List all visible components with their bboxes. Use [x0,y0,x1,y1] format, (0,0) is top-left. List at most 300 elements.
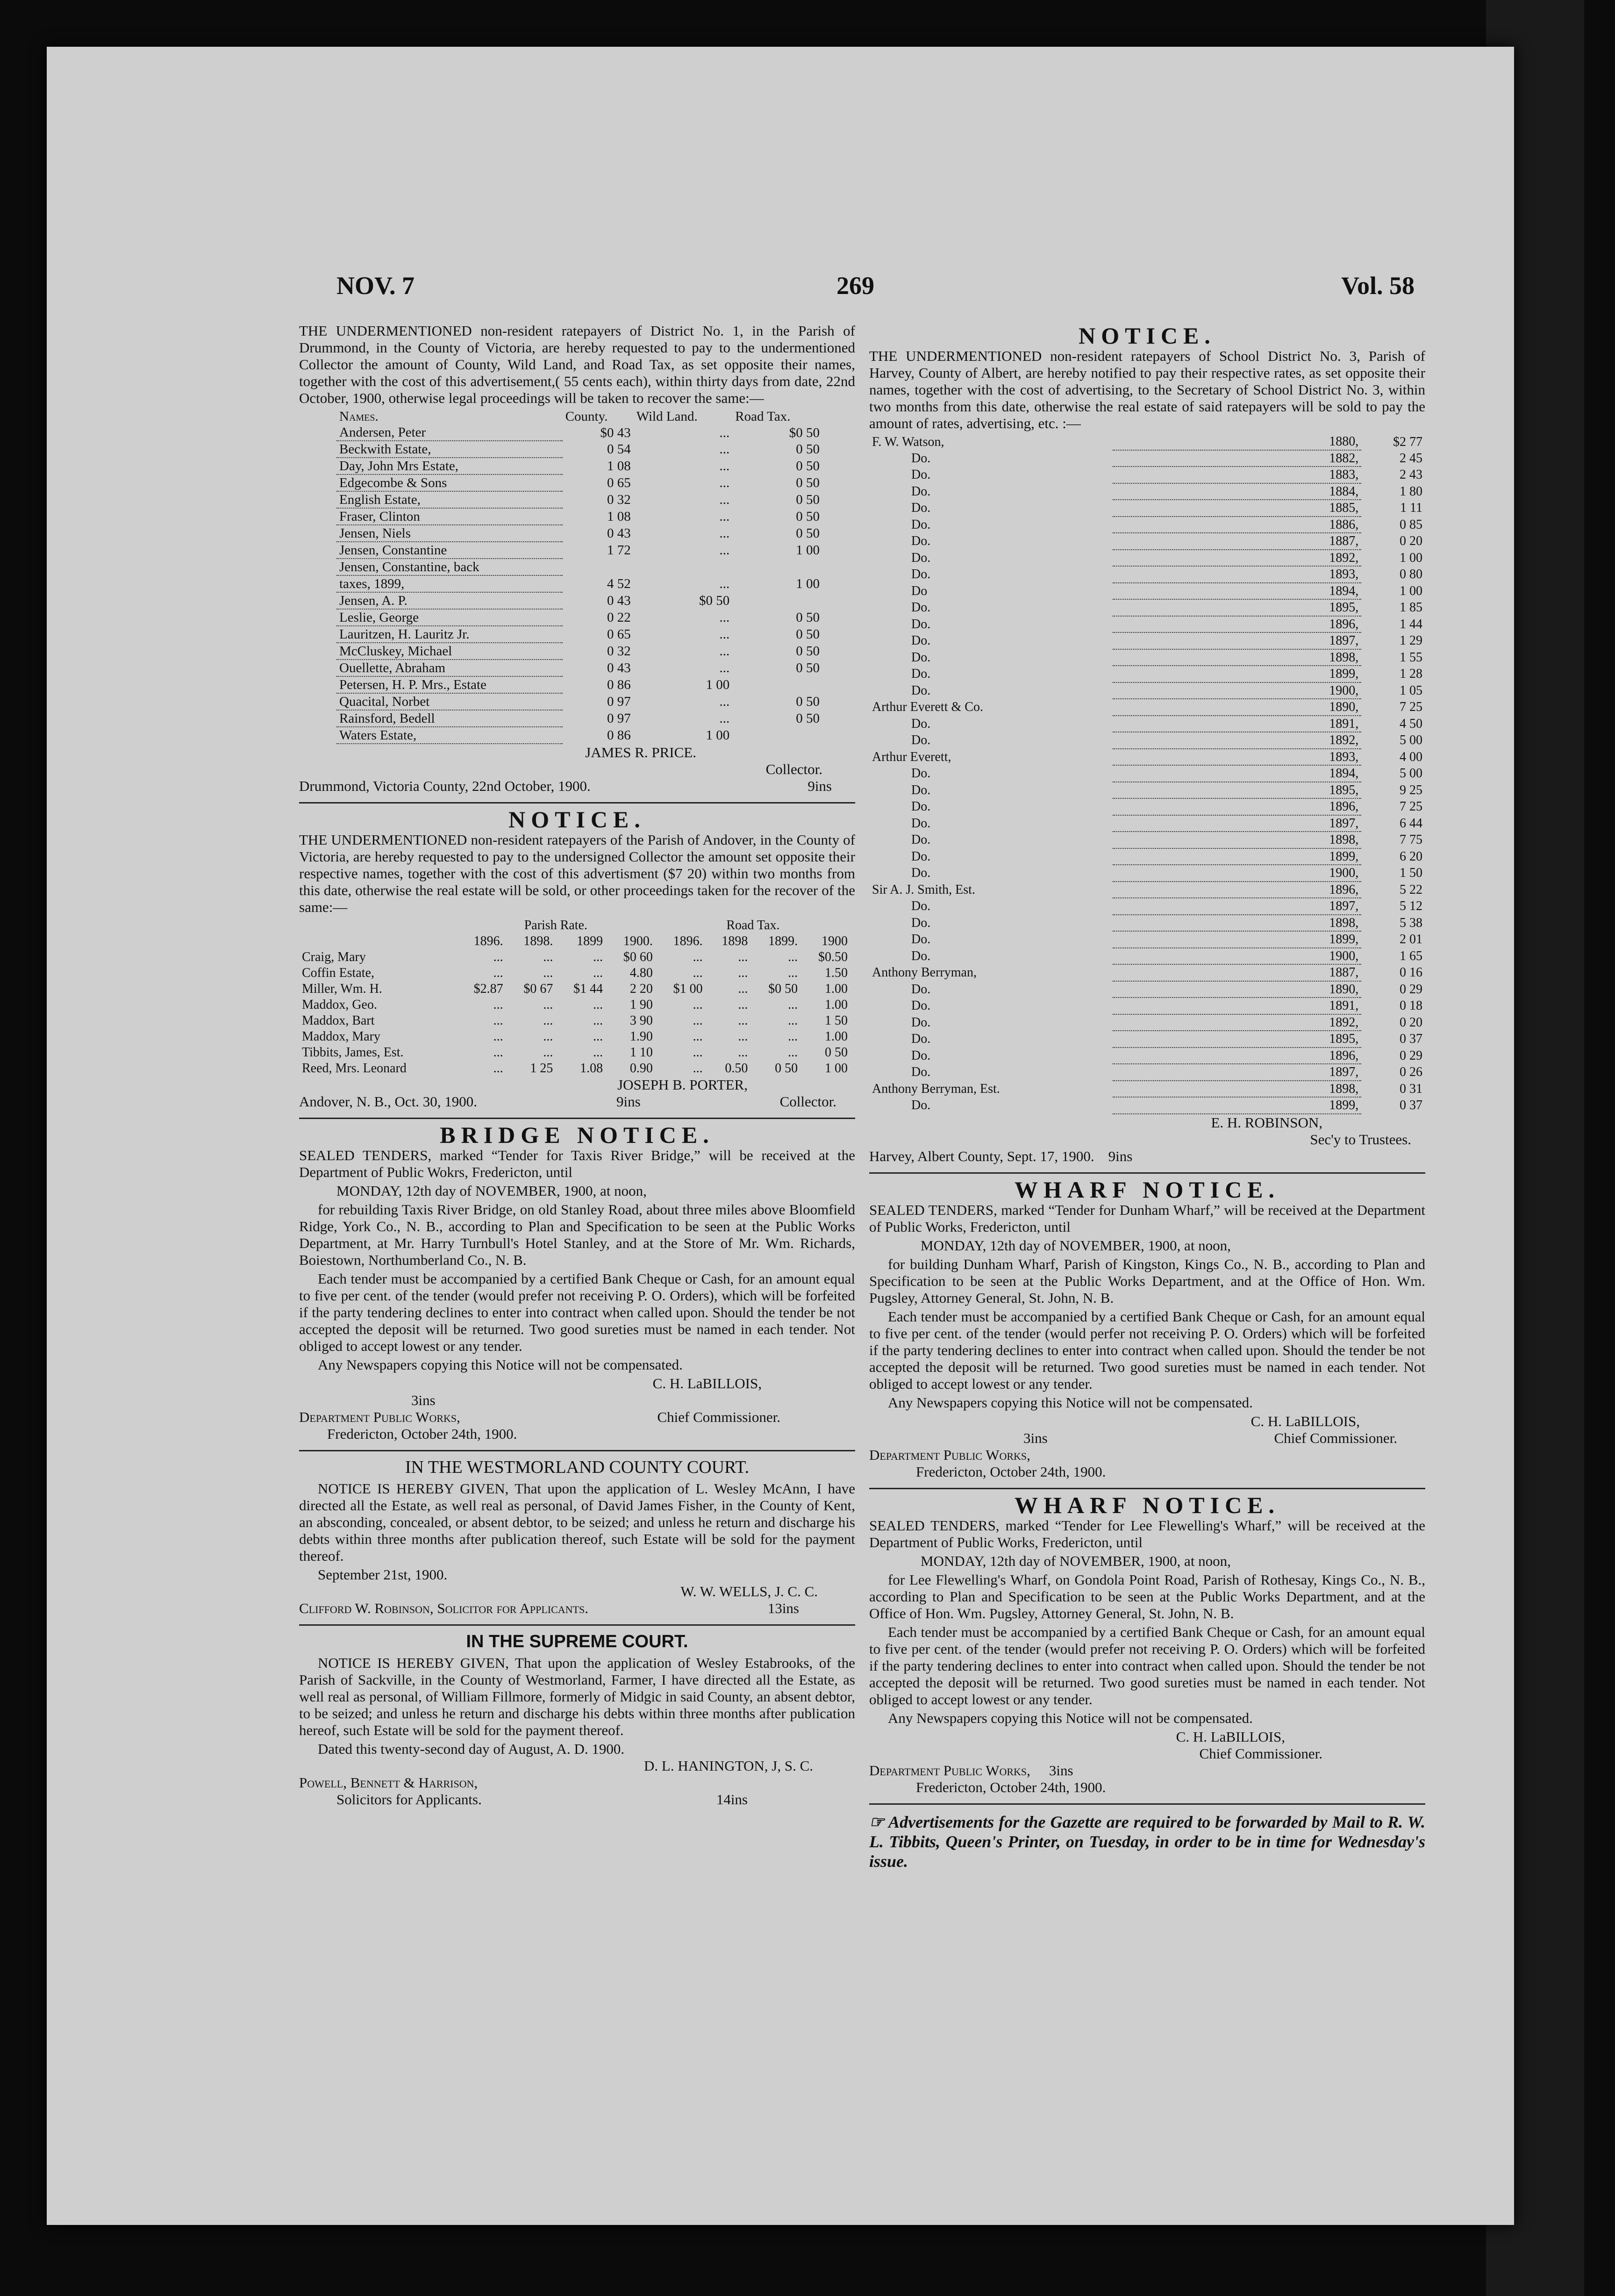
table-cell: $1 00 [673,982,703,996]
lee-footer: Fredericton, October 24th, 1900. [916,1779,1106,1795]
col-header: Wild Land. [636,409,698,424]
table-cell: 1896. [473,934,503,948]
table-cell: 1900 [822,934,848,948]
table-cell: $0 43 [600,425,631,440]
table-cell: 0 50 [796,660,820,675]
table-row [336,542,822,559]
table-cell: Jensen, Constantine [336,542,563,559]
table-cell: 1894, [1113,765,1361,782]
table-cell: Anthony Berryman, [872,965,977,980]
table-cell: 1896, [1113,616,1361,633]
lee-p4: Any Newspapers copying this Notice will not be compensated. [888,1709,1253,1726]
table-cell: ... [593,1029,603,1044]
table-cell: 0 65 [607,627,631,642]
supreme-ins: 14ins [716,1791,748,1808]
table-cell: ... [719,492,730,507]
table-cell: Jensen, A. P. [336,592,563,609]
parish-rate-header: Parish Rate. [524,918,587,933]
volume: Vol. 58 [1341,272,1415,300]
table-cell: Do. [911,534,931,548]
table-cell: Do. [911,733,931,747]
table-cell: Do. [911,451,931,466]
drummond-role: Collector. [765,761,822,777]
dunham-dept: Department Public Works, [869,1446,1030,1463]
table-cell: 0 22 [607,610,631,625]
drummond-table [336,409,822,744]
table-row [869,682,1425,699]
lee-role: Chief Commissioner. [1199,1745,1322,1762]
table-cell: ... [493,1061,503,1076]
table-cell: 1895, [1113,599,1361,616]
table-row [869,798,1425,815]
table-cell: 1887, [1113,964,1361,981]
table-cell: 1 50 [1400,866,1422,880]
table-cell: Leslie, George [336,609,563,626]
table-cell: ... [788,950,798,964]
table-cell: 1.90 [629,1029,653,1044]
drummond-footer-row [299,778,855,795]
table-row [869,1031,1425,1048]
table-row [336,727,822,744]
table-cell: 7 75 [1400,832,1422,847]
table-cell: 1 00 [796,576,820,591]
table-row [869,782,1425,799]
table-cell: Lauritzen, H. Lauritz Jr. [336,626,563,643]
table-cell: 1 08 [607,459,631,474]
table-cell: 1892, [1113,550,1361,567]
andover-ins: 9ins [616,1093,641,1110]
table-cell: 0 50 [796,509,820,524]
table-cell: 1 29 [1400,633,1422,648]
table-cell: Do. [911,1048,931,1063]
table-cell: Do. [911,550,931,565]
table-cell: 1900, [1113,948,1361,965]
table-row [869,948,1425,965]
table-row [869,566,1425,583]
table-cell: 5 00 [1400,766,1422,781]
table-cell: 1893, [1113,566,1361,583]
table-cell: $0 50 [789,425,820,440]
divider [869,1488,1425,1489]
table-row [336,609,822,626]
dunham-signer: C. H. LaBILLOIS, [1251,1413,1360,1429]
table-row [336,458,822,474]
andover-footer-row [299,1093,855,1110]
table-row [299,1029,850,1045]
table-cell: 0 50 [796,459,820,474]
table-row [869,882,1425,898]
table-cell: 0 43 [607,660,631,675]
andover-signer: JOSEPH B. PORTER, [617,1076,748,1093]
table-cell [563,559,634,575]
supreme-date: Dated this twenty-second day of August, A. D. 1900. [318,1741,625,1757]
table-row [299,949,850,965]
table-cell: 1 00 [706,728,730,743]
table-row [336,441,822,458]
table-row [299,933,850,949]
supreme-title: IN THE SUPREME COURT. [466,1632,688,1651]
table-cell: ... [719,459,730,474]
table-cell: 5 00 [1400,733,1422,747]
table-cell: 1 44 [1400,617,1422,631]
bridge-date: MONDAY, 12th day of NOVEMBER, 1900, at noon, [336,1183,647,1199]
dunham-ins: 3ins [1023,1429,1048,1446]
table-cell: ... [493,1029,503,1044]
table-cell: 1890, [1113,981,1361,998]
table-row [869,583,1425,600]
table-row [336,693,822,710]
table-cell: $1 44 [573,982,603,996]
table-cell: 1885, [1113,500,1361,517]
table-row [869,815,1425,832]
table-cell: English Estate, [336,491,563,508]
table-cell: ... [719,694,730,709]
table-cell: 0 50 [796,442,820,457]
westmorland-signer: W. W. WELLS, J. C. C. [680,1583,818,1600]
table-cell: 6 44 [1400,816,1422,831]
table-cell: Do. [911,899,931,913]
table-cell: ... [738,1045,748,1060]
table-cell [732,592,822,609]
table-cell: 4.80 [629,966,653,980]
bridge-ins: 3ins [411,1392,436,1408]
table-cell: Maddox, Geo. [302,997,377,1012]
table-cell: ... [719,543,730,558]
table-cell: ... [543,997,553,1012]
table-cell: 1882, [1113,450,1361,467]
table-cell: 1893, [1113,749,1361,766]
table-cell: $0 60 [623,950,653,964]
table-cell: 1 55 [1400,650,1422,665]
harvey-intro: THE UNDERMENTIONED non-resident ratepayers of School District No. 3, Parish of Harvey, County of Albert, are hereby notified to pay their respective rates, as set opposite their names, together with the cost of advertising, to the Secretary of School District No. 3, within two months from this date, otherwise the real estate of said ratepayers will be sold to pay the amount of rates, advertising, etc. :— [869,348,1425,431]
bridge-title: BRIDGE NOTICE. [440,1122,715,1148]
table-cell: ... [493,950,503,964]
table-cell: Do. [911,766,931,781]
table-row [299,1045,850,1061]
table-cell: 1898, [1113,649,1361,666]
table-cell: 0 18 [1400,998,1422,1013]
table-cell: 0.50 [725,1061,748,1076]
table-cell: McCluskey, Michael [336,643,563,660]
table-cell: Do. [911,948,931,963]
table-cell: Do. [911,517,931,532]
table-cell: ... [788,966,798,980]
table-cell: ... [719,526,730,541]
table-cell: 0 50 [825,1045,848,1060]
table-cell: $2.87 [473,982,503,996]
table-cell [732,727,822,744]
table-row [869,483,1425,500]
table-cell: Do. [911,501,931,515]
table-row [869,500,1425,517]
table-cell: 1.00 [825,997,848,1012]
table-cell: 0 50 [796,711,820,726]
table-cell: 1894, [1113,583,1361,600]
supreme-firm: Powell, Bennett & Harrison, [299,1774,478,1791]
table-cell: Do. [911,915,931,930]
table-row [869,1014,1425,1031]
bridge-notice [299,1122,855,1442]
table-cell: ... [719,644,730,659]
table-row [299,1061,850,1076]
table-cell: 0.90 [629,1061,653,1076]
left-column [299,323,855,1808]
table-cell: F. W. Watson, [872,434,944,449]
harvey-table [869,434,1425,1114]
table-cell: ... [493,1013,503,1028]
table-cell: 0 29 [1400,1048,1422,1063]
table-cell: 4 50 [1400,716,1422,731]
table-cell: Do. [911,567,931,581]
table-row [869,716,1425,732]
table-cell: 1.50 [825,966,848,980]
table-cell: 0 37 [1400,1032,1422,1046]
table-cell: 1900, [1113,682,1361,699]
table-cell: 1897, [1113,632,1361,649]
table-cell: 1898, [1113,915,1361,932]
drummond-footer: Drummond, Victoria County, 22nd October, 1900. [299,778,591,794]
andover-footer: Andover, N. B., Oct. 30, 1900. [299,1093,478,1110]
page-number: 269 [836,272,874,300]
col-header: Names. [339,409,379,424]
table-cell: ... [543,1045,553,1060]
table-row [336,626,822,643]
bridge-dept: Department Public Works, [299,1409,460,1425]
table-cell: 0 43 [607,593,631,608]
table-cell: ... [719,509,730,524]
supreme-footer-row [299,1791,855,1808]
table-cell: 5 12 [1400,899,1422,913]
table-cell: 1896. [673,934,703,948]
table-cell: 0 31 [1400,1081,1422,1096]
table-row [869,517,1425,533]
table-cell: 0 20 [1400,1015,1422,1030]
westmorland-solicitor: Clifford W. Robinson, Solicitor for Applicants. [299,1600,589,1616]
dunham-title: WHARF NOTICE. [1014,1176,1280,1203]
table-cell: 1890, [1113,699,1361,716]
table-row [869,1097,1425,1114]
table-cell: ... [738,982,748,996]
harvey-footer: Harvey, Albert County, Sept. 17, 1900. [869,1148,1094,1164]
dunham-ins-row [869,1430,1425,1447]
table-cell: 0 50 [796,644,820,659]
table-cell: Do. [911,1032,931,1046]
page-header [299,271,1421,313]
table-cell: 0 50 [796,475,820,490]
lee-p1: SEALED TENDERS, marked “Tender for Lee Flewelling's Wharf,” will be received at the Department of Public Works, Fredericton, until [869,1517,1425,1550]
bridge-dept-row [299,1409,855,1426]
divider [299,1624,855,1626]
table-cell: Sir A. J. Smith, Est. [872,882,975,897]
harvey-role: Sec'y to Trustees. [1310,1131,1411,1148]
table-cell: 1895, [1113,782,1361,799]
table-cell: Do. [911,832,931,847]
westmorland-notice [299,1459,855,1617]
drummond-signer: JAMES R. PRICE. [585,744,696,761]
table-row [869,434,1425,450]
westmorland-p1: NOTICE IS HEREBY GIVEN, That upon the application of L. Wesley McAnn, I have directed all the Estate, as well real as personal, of David James Fisher, in the County of Kent, an absconding, concealed, or absent debtor, to be seized; and unless he return and discharge his debts within three months after publication thereof, such Estate will be sold for the payment thereof. [299,1480,855,1564]
table-cell: 1898, [1113,832,1361,848]
table-cell: 2 01 [1400,932,1422,947]
table-cell: ... [693,966,703,980]
table-cell: Do [911,583,928,598]
table-cell: 1 80 [1400,484,1422,499]
supreme-p1: NOTICE IS HEREBY GIVEN, That upon the application of Wesley Estabrooks, of the Parish of Sackville, in the County of Westmorland, Farmer, I have directed all the Estate, as well real as personal, of William Fillmore, formerly of Midgic in said County, an absent debtor, to be seized; and unless he return and discharge his debts within three months after publication hereof, such Estate will be sold for the payment thereof. [299,1655,855,1738]
table-cell: Do. [911,849,931,864]
table-cell: 1897, [1113,898,1361,915]
table-cell: 1880, [1113,434,1361,450]
table-cell: 1 25 [530,1061,553,1076]
table-row [869,550,1425,567]
lee-ins: 3ins [1049,1762,1073,1779]
table-cell: 1 90 [629,997,653,1012]
table-cell: 1 08 [607,509,631,524]
table-cell: 1899. [768,934,798,948]
table-cell: 1896, [1113,798,1361,815]
table-cell: 0 65 [607,475,631,490]
drummond-notice [299,323,855,795]
table-cell: 1898. [523,934,553,948]
table-row [336,710,822,727]
table-cell: ... [719,627,730,642]
table-row [299,981,850,997]
bridge-signer: C. H. LaBILLOIS, [652,1375,762,1392]
table-cell: 5 38 [1400,915,1422,930]
table-cell: 1892, [1113,1014,1361,1031]
table-cell: 0 32 [607,644,631,659]
table-cell: 0 26 [1400,1065,1422,1079]
table-cell: 0 86 [607,728,631,743]
table-cell: ... [693,950,703,964]
table-cell: 1898, [1113,1081,1361,1098]
table-cell: Jensen, Niels [336,525,563,542]
supreme-signer: D. L. HANINGTON, J, S. C. [644,1758,813,1774]
table-cell: Quacital, Norbet [336,693,563,710]
table-cell: ... [543,1029,553,1044]
table-cell: 1897, [1113,1064,1361,1081]
table-cell: Do. [911,600,931,615]
table-cell: 5 22 [1400,882,1422,897]
table-row [299,997,850,1013]
lee-p3: Each tender must be accompanied by a certified Bank Cheque or Cash, for an amount equal to five per cent. of the tender (would prefer not receiving P. O. Orders) which will be forfeited if the party tendering declines to enter into contract when called upon. Should the tender be not accepted the deposit will be returned. Two good sureties must be named in each tender. Not obliged to accept lowest or any tender. [869,1623,1425,1708]
table-cell: Edgecombe & Sons [336,474,563,491]
divider [869,1803,1425,1805]
table-cell: 4 52 [607,576,631,591]
table-cell: 1 00 [796,543,820,558]
table-cell: Do. [911,1065,931,1079]
bridge-p4: Any Newspapers copying this Notice will not be compensated. [318,1356,683,1373]
dunham-p3: Each tender must be accompanied by a certified Bank Cheque or Cash, for an amount equal to five per cent. of the tender (would perfer not receiving P. O. Orders) which will be forfeited if the party tendering declines to enter into contract when called upon. Should the tender be not accepted the deposit will be returned. Two good sureties must be named in each tender. Not obliged to accept lowest or any tender. [869,1308,1425,1392]
table-cell: ... [788,1029,798,1044]
table-cell: 7 25 [1400,700,1422,714]
table-cell: ... [738,1013,748,1028]
table-cell: Do. [911,982,931,997]
table-cell: Jensen, Constantine, back [336,559,563,575]
table-cell: 1 72 [607,543,631,558]
table-cell: Fraser, Clinton [336,508,563,525]
table-row [869,599,1425,616]
table-cell: $0 50 [699,593,730,608]
table-cell: ... [593,997,603,1012]
table-cell: 1900. [623,934,653,948]
table-cell: 1 05 [1400,683,1422,698]
lee-dept-row [869,1762,1425,1779]
table-cell: $0.50 [818,950,848,964]
table-row [869,1064,1425,1081]
table-cell: 1 10 [629,1045,653,1060]
table-cell: Miller, Wm. H. [302,982,382,996]
table-cell: 1884, [1113,483,1361,500]
table-cell: Craig, Mary [302,950,366,964]
table-cell: 0 97 [607,711,631,726]
table-cell: 1899, [1113,931,1361,948]
table-cell [732,559,822,575]
lee-p2: for Lee Flewelling's Wharf, on Gondola Point Road, Parish of Rothesay, Kings Co., N. B., according to Plan and Specification to be seen at the Public Works Department, and at the Office of Hon. Wm. Pugsley, Attorney General, St. John, N. B. [869,1571,1425,1622]
table-row [869,699,1425,716]
table-cell: Do. [911,1015,931,1030]
table-row [869,632,1425,649]
table-cell: ... [593,1045,603,1060]
table-cell: ... [719,711,730,726]
table-row [869,533,1425,550]
table-cell: 0 50 [796,526,820,541]
dunham-p1: SEALED TENDERS, marked “Tender for Dunham Wharf,” will be received at the Department of Public Works, Fredericton, until [869,1201,1425,1235]
table-cell: ... [593,1013,603,1028]
supreme-notice [299,1633,855,1808]
table-cell: 1.00 [825,982,848,996]
table-row [869,848,1425,865]
bridge-p2: for rebuilding Taxis River Bridge, on old Stanley Road, about three miles above Bloomfield Ridge, York Co., N. B., according to Plan and Specification to be seen at the Public Works Department, at Mr. Harry Turnbull's Hotel Stanley, and at the Store of Mr. Wm. Richards, Boiestown, Northumberland Co., N. B. [299,1201,855,1268]
table-cell: ... [738,1029,748,1044]
table-cell: 0 85 [1400,517,1422,532]
table-cell: Do. [911,866,931,880]
divider [299,1118,855,1119]
gazette-notice: ☞ Advertisements for the Gazette are required to be forwarded by Mail to R. W. L. Tibbits, Queen's Printer, on Tuesday, in order to be in time for Wednesday's issue. [869,1812,1425,1871]
table-cell: 1897, [1113,815,1361,832]
table-cell: ... [719,475,730,490]
table-row [299,1013,850,1029]
table-cell: ... [693,1061,703,1076]
table-cell: Arthur Everett & Co. [872,700,983,714]
col-header: Road Tax. [735,409,791,424]
table-cell: 9 25 [1400,782,1422,797]
dunham-p4: Any Newspapers copying this Notice will not be compensated. [888,1394,1253,1411]
table-cell: ... [543,950,553,964]
table-cell: ... [693,1045,703,1060]
table-cell: 1900, [1113,865,1361,882]
table-row [869,765,1425,782]
divider [869,1172,1425,1174]
table-cell: ... [719,442,730,457]
table-cell: Day, John Mrs Estate, [336,458,563,474]
table-cell [634,559,732,575]
table-cell: 7 25 [1400,799,1422,814]
table-cell: Do. [911,799,931,814]
table-cell: 1899 [577,934,603,948]
westmorland-ins: 13ins [767,1600,799,1616]
table-cell: Do. [911,484,931,499]
table-cell: ... [593,966,603,980]
table-cell: 1898 [722,934,748,948]
table-cell: Do. [911,932,931,947]
table-row [869,1081,1425,1098]
table-cell [732,676,822,693]
table-row [299,965,850,981]
table-cell: 0 50 [796,627,820,642]
table-cell: 1 28 [1400,667,1422,681]
table-cell: ... [719,425,730,440]
westmorland-title: IN THE WESTMORLAND COUNTY COURT. [405,1457,750,1477]
